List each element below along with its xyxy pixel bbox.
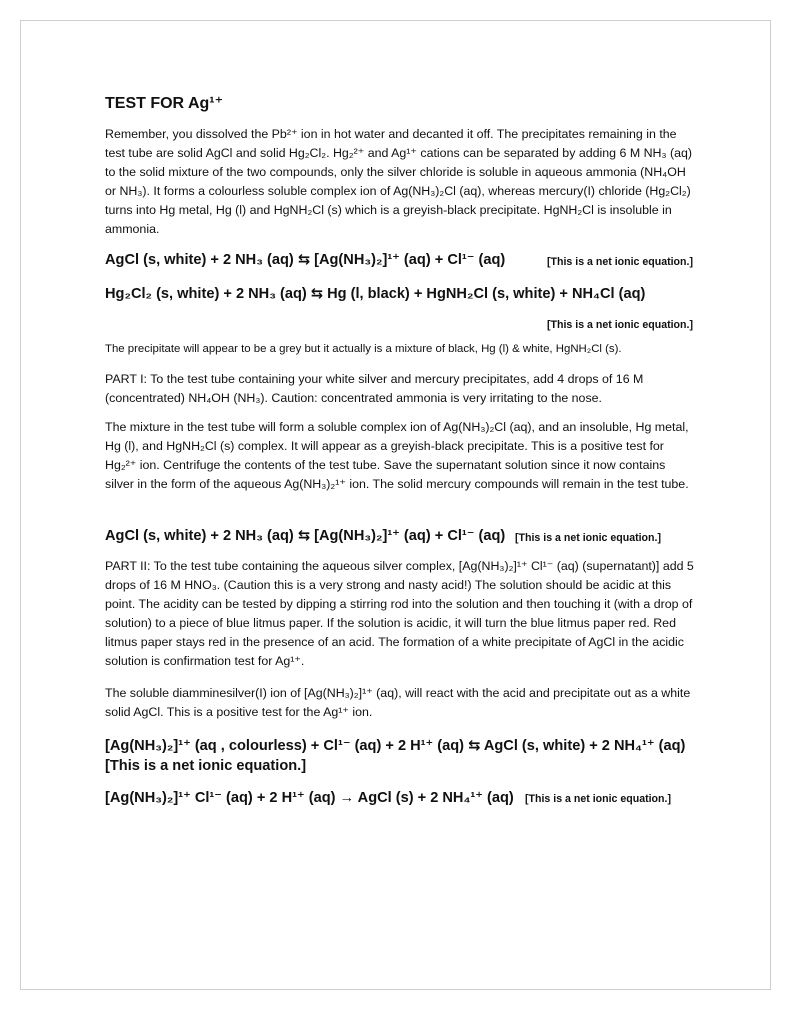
equation-3-note: [This is a net ionic equation.] xyxy=(515,532,661,544)
equation-5-note: [This is a net ionic equation.] xyxy=(525,793,671,805)
equation-5: [Ag(NH₃)₂]¹⁺ Cl¹⁻ (aq) + 2 H¹⁺ (aq) → AgCl (s) + 2 NH₄¹⁺ (aq) xyxy=(105,790,514,806)
equation-4: [Ag(NH₃)₂]¹⁺ (aq , colourless) + Cl¹⁻ (aq) + 2 H¹⁺ (aq) ⇆ AgCl (s, white) + 2 NH₄¹⁺ (aq) [This is a net ionic equation.] xyxy=(105,738,686,774)
equation-3: AgCl (s, white) + 2 NH₃ (aq) ⇆ [Ag(NH₃)₂]¹⁺ (aq) + Cl¹⁻ (aq) xyxy=(105,528,506,544)
page-title: TEST FOR Ag¹⁺ xyxy=(105,95,224,112)
mixture-paragraph: The mixture in the test tube will form a soluble complex ion of Ag(NH₃)₂Cl (aq), and an insoluble, Hg metal, Hg (l), and HgNH₂Cl (s) complex. It will appear as a greyish-black precipitate. This is a positive test for Hg₂²⁺ ion. Centrifuge the contents of the test tube. Save the supernatant solution since it now contains silver in the form of the aqueous Ag(NH₃)₂¹⁺ ion. The solid mercury compounds will remain in the test tube. xyxy=(105,420,689,491)
intro-paragraph: Remember, you dissolved the Pb²⁺ ion in hot water and decanted it off. The precipitates remaining in the test tube are solid AgCl and solid Hg₂Cl₂. Hg₂²⁺ and Ag¹⁺ cations can be separated by adding 6 M NH₃ (aq) to the solid mixture of the two compounds, only the silver chloride is soluble in aqueous ammonia (NH₄OH or NH₃). It forms a colourless soluble complex ion of Ag(NH₃)₂Cl (aq), whereas mercury(I) chloride (Hg₂Cl₂) turns into Hg metal, Hg (l) and HgNH₂Cl (s) which is a greyish-black precipitate. HgNH₂Cl is insoluble in ammonia. xyxy=(105,127,692,236)
precipitate-note: The precipitate will appear to be a grey but it actually is a mixture of black, Hg (l) & white, HgNH₂Cl (s). xyxy=(105,343,622,355)
equation-2-note: [This is a net ionic equation.] xyxy=(547,319,693,331)
equation-1-note: [This is a net ionic equation.] xyxy=(547,256,693,268)
equation-2: Hg₂Cl₂ (s, white) + 2 NH₃ (aq) ⇆ Hg (l, black) + HgNH₂Cl (s, white) + NH₄Cl (aq) xyxy=(105,286,646,302)
soluble-paragraph: The soluble diamminesilver(I) ion of [Ag(NH₃)₂]¹⁺ (aq), will react with the acid and precipitate out as a white solid AgCl. This is a positive test for the Ag¹⁺ ion. xyxy=(105,686,691,719)
equation-1-text: AgCl (s, white) + 2 NH₃ (aq) ⇆ [Ag(NH₃)₂]¹⁺ (aq) + Cl¹⁻ (aq) xyxy=(105,252,506,268)
document-page xyxy=(20,20,771,990)
part-1-paragraph: PART I: To the test tube containing your white silver and mercury precipitates, add 4 drops of 16 M (concentrated) NH₄OH (NH₃). Caution: concentrated ammonia is very irritating to the nose. xyxy=(105,372,644,405)
part-2-paragraph: PART II: To the test tube containing the aqueous silver complex, [Ag(NH₃)₂]¹⁺ Cl¹⁻ (aq) (supernatant)] add 5 drops of 16 M HNO₃. (Caution this is a very strong and nasty acid!) The solution should be acidic at this point. The acidity can be tested by dipping a stirring rod into the solution and then touching it (with a drop of solution) to a piece of blue litmus paper. If the solution is acidic, it will turn the blue litmus paper red. Red litmus paper stays red in the presence of an acid. The formation of a white precipitate of AgCl in the acidic solution is confirmation test for Ag¹⁺. xyxy=(105,559,694,668)
